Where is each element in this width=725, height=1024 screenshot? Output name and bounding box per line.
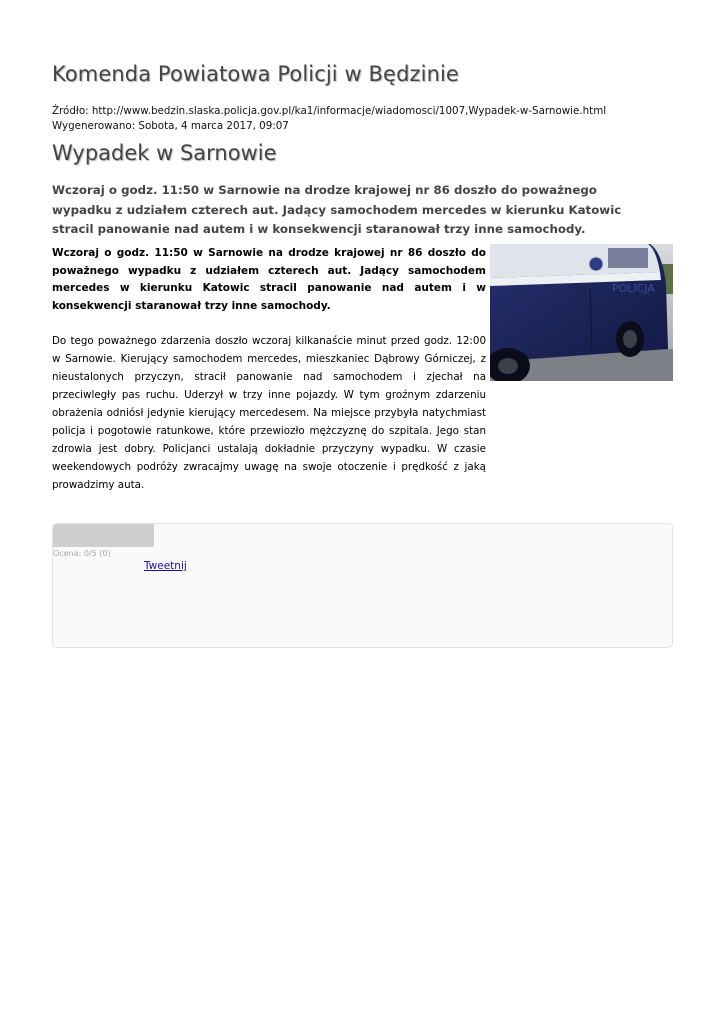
rating-panel	[52, 523, 673, 648]
rating-stars-bar[interactable]	[53, 524, 154, 547]
police-van-photo	[490, 244, 673, 381]
article-body-lead: Wczoraj o godz. 11:50 w Sarnowie na drodze krajowej nr 86 doszło do poważnego wypadku z udziałem czterech aut. Jadący samochodem mercedes w kierunku Katowic stracil panowanie nad autem i w konsekwencji staranował trzy inne samochody.	[52, 247, 486, 312]
article-lead: Wczoraj o godz. 11:50 w Sarnowie na drodze krajowej nr 86 doszło do poważnego wypadku z udziałem czterech aut. Jadący samochodem mercedes w kierunku Katowic stracil panowanie nad autem i w konsekwencji staranował trzy inne samochody.	[52, 183, 622, 236]
generated-line: Wygenerowano: Sobota, 4 marca 2017, 09:07	[52, 119, 289, 132]
article-title: Wypadek w Sarnowie	[52, 141, 277, 165]
article-body-text: Do tego poważnego zdarzenia doszło wczoraj kilkanaście minut przed godz. 12:00 w Sarnowie. Kierujący samochodem mercedes, mieszkaniec Dąbrowy Górniczej, z nieustalonych przyczyn, stracił panowanie nad samochodem i zjechał na przeciwległy pas ruchu. Uderzył w trzy inne pojazdy. W tym groźnym zdarzeniu obrażenia odniósł jedynie kierujący mercedesem. Na miejsce przybyła natychmiast policja i pogotowie ratunkowe, które przewiozło mężczyznę do szpitala. Jego stan zdrowia jest dobry. Policjanci ustalają dokładnie przyczyny wypadku. W czasie weekendowych podróży zwracajmy uwagę na swoje otoczenie i prędkość z jaką prowadzimy auta.	[52, 335, 486, 491]
tweet-link[interactable]: Tweetnij	[144, 560, 187, 572]
page-meta	[52, 104, 606, 133]
site-title: Komenda Powiatowa Policji w Będzinie	[52, 62, 459, 86]
police-van-illustration	[490, 244, 673, 381]
rating-label: Ocena: 0/5 (0)	[53, 549, 111, 558]
svg-text:POLICJA: POLICJA	[612, 282, 655, 295]
source-line: Źródło: http://www.bedzin.slaska.policja.gov.pl/ka1/informacje/wiadomosci/1007,Wypadek-w-Sarnowie.html	[52, 105, 607, 117]
